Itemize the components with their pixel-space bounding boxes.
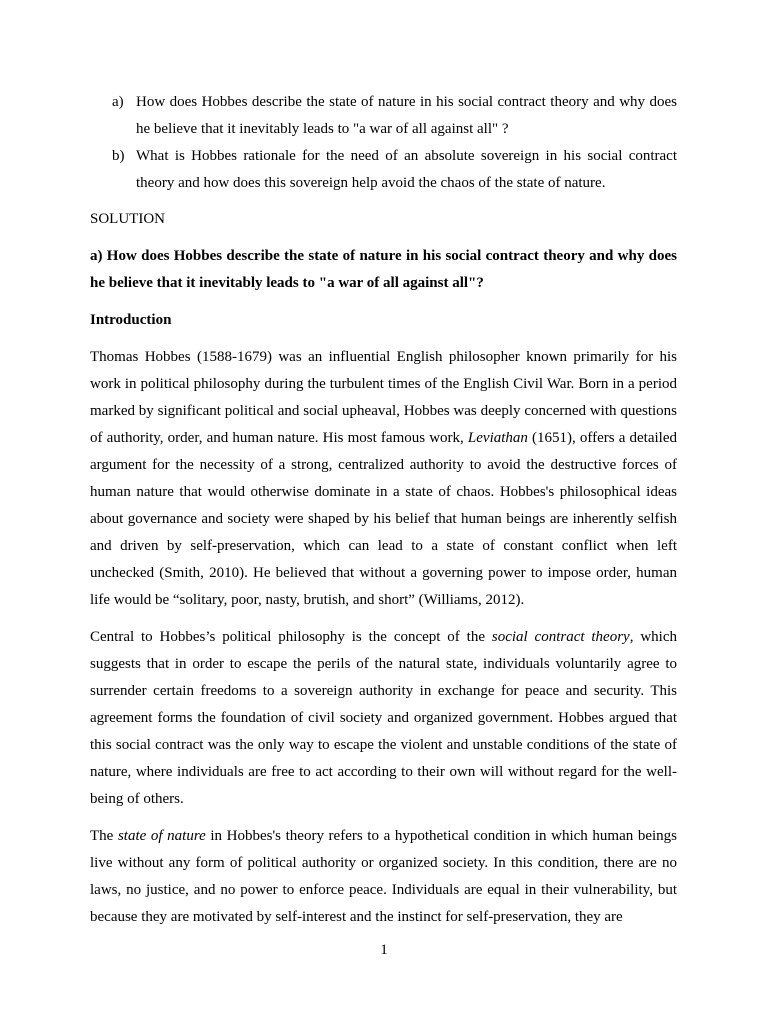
document-body — [90, 89, 677, 941]
section-heading: a) How does Hobbes describe the state of nature in his social contract theory and why does he believe that it inevitably leads to "a war of all against all"? — [90, 248, 677, 291]
question-marker: b) — [112, 148, 125, 164]
paragraph-2 — [90, 624, 677, 813]
paragraph-3-text-start: The — [90, 828, 118, 844]
paragraph-2-text-end: , which suggests that in order to escape the perils of the natural state, individuals voluntarily agree to surrender certain freedoms to a sovereign authority in exchange for peace and security. This agreement forms the foundation of civil society and organized government. Hobbes argued that this social contract was the only way to escape the violent and unstable conditions of the state of nature, where individuals are free to act according to their own will without regard for the well-being of others. — [90, 629, 677, 807]
paragraph-3 — [90, 823, 677, 931]
paragraph-2-text-start: Central to Hobbes’s political philosophy is the concept of the — [90, 629, 492, 645]
paragraph-3-text-end: in Hobbes's theory refers to a hypothetical condition in which human beings live without any form of political authority or organized society. In this condition, there are no laws, no justice, and no power to enforce peace. Individuals are equal in their vulnerability, but because they are motivated by self-interest and the instinct for self-preservation, they are — [90, 828, 678, 925]
solution-label: SOLUTION — [90, 211, 165, 227]
paragraph-1 — [90, 344, 677, 614]
state-of-nature-term: state of nature — [117, 828, 206, 844]
question-item-a — [90, 89, 677, 143]
leviathan-title: Leviathan — [467, 430, 528, 446]
page-number: 1 — [380, 942, 388, 958]
question-text: What is Hobbes rationale for the need of an absolute sovereign in his social contract theory and how does this sovereign help avoid the chaos of the state of nature. — [136, 148, 677, 191]
question-item-b — [90, 143, 677, 197]
question-marker: a) — [112, 94, 124, 110]
paragraph-1-text-end: (1651), offers a detailed argument for the necessity of a strong, centralized authority to avoid the destructive forces of human nature that would otherwise dominate in a state of chaos. Hobbes's philosophical ideas about governance and society were shaped by his belief that human beings are inherently selfish and driven by self-preservation, which can lead to a state of constant conflict when left unchecked (Smith, 2010). He believed that without a governing power to impose order, human life would be “solitary, poor, nasty, brutish, and short” (Williams, 2012). — [90, 430, 677, 608]
question-list — [90, 89, 677, 197]
introduction-heading: Introduction — [90, 312, 172, 328]
question-text: How does Hobbes describe the state of nature in his social contract theory and why does he believe that it inevitably leads to "a war of all against all" ? — [136, 94, 677, 137]
paragraph-1-text-start: Thomas Hobbes (1588-1679) was an influential English philosopher known primarily for his work in political philosophy during the turbulent times of the English Civil War. Born in a period marked by significant political and social upheaval, Hobbes was deeply concerned with questions of authority, order, and human nature. His most famous work, — [90, 349, 677, 446]
social-contract-term: social contract theory — [491, 629, 630, 645]
